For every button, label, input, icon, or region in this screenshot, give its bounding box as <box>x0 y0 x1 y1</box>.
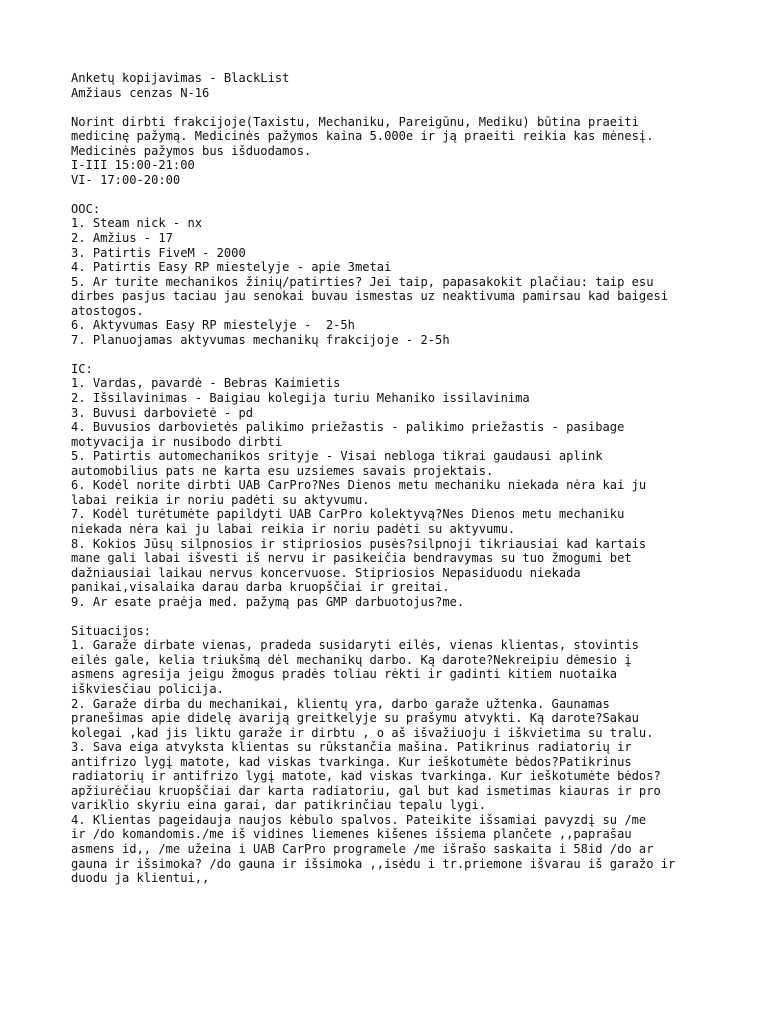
text-line: 7. Planuojamas aktyvumas mechanikų frakcijoje - 2-5h <box>71 332 450 347</box>
text-line: 9. Ar esate praėja med. pažymą pas GMP darbuotojus?me. <box>71 594 465 609</box>
section-heading-ooc: OOC: <box>71 201 101 216</box>
text-line: 3. Patirtis FiveM - 2000 <box>71 245 246 260</box>
text-line: mane gali labai išvesti iš nervu ir pasikeičia bendravymas su tuo žmogumi bet <box>71 551 632 566</box>
text-line: 4. Klientas pageidauja naujos kėbulo spalvos. Pateikite išsamiai pavyzdį su /me <box>71 812 647 827</box>
text-line: panikai,visalaika darau darba kruopščiai ir greitai. <box>71 580 450 595</box>
ic-section <box>71 362 748 609</box>
text-line: asmens agresija jeigu žmogus pradės toliau rėkti ir gadinti kitiem nuotaika <box>71 667 618 682</box>
text-line: 3. Buvusi darbovietė - pd <box>71 405 254 420</box>
text-line: 2. Išsilavinimas - Baigiau kolegija turiu Mehaniko issilavinima <box>71 391 530 406</box>
text-line: asmens id,, /me užeina i UAB CarPro programele /me išrašo saskaita i 58id /do ar <box>71 841 654 856</box>
text-line: kolegai ,kad jis liktu garaže ir dirbtu , o aš išvažiuoju i iškvietima su tralu. <box>71 725 654 740</box>
text-line: Medicinės pažymos bus išduodamos. <box>71 143 312 158</box>
text-line: 4. Patirtis Easy RP miestelyje - apie 3metai <box>71 260 392 275</box>
text-line: 7. Kodėl turėtumėte papildyti UAB CarPro kolektyvą?Nes Dienos metu mechaniku <box>71 507 625 522</box>
text-line: variklio skyriu eina garai, dar patikrinčiau tepalu lygi. <box>71 798 487 813</box>
age-requirement: Amžiaus cenzas N-16 <box>71 85 210 100</box>
section-heading-situations: Situacijos: <box>71 623 152 638</box>
schedule-line: I-III 15:00-21:00 <box>71 158 195 173</box>
text-line: 6. Aktyvumas Easy RP miestelyje - 2-5h <box>71 318 355 333</box>
text-line: 1. Garaže dirbate vienas, pradeda susidaryti eilės, vienas klientas, stovintis <box>71 638 639 653</box>
ooc-section <box>71 202 748 347</box>
text-line: pranešimas apie didelę avariją greitkelyje su prašymu atvykti. Ką darote?Sakau <box>71 711 639 726</box>
document-title: Anketų kopijavimas - BlackList <box>71 71 290 85</box>
text-line: motyvacija ir nusibodo dirbti <box>71 434 283 449</box>
text-line: dažniausiai laikau nervus koncervuose. Stipriosios Nepasiduodu niekada <box>71 565 581 580</box>
situations-section <box>71 624 748 886</box>
text-line: atostogos. <box>71 303 144 318</box>
text-line: labai reikia ir noriu padėti su aktyvumu. <box>71 492 370 507</box>
schedule-line: VI- 17:00-20:00 <box>71 172 181 187</box>
text-line: 8. Kokios Jūsų silpnosios ir stipriosios pusės?silpnoji tikriausiai kad kartais <box>71 536 647 551</box>
text-line: 1. Vardas, pavardė - Bebras Kaimietis <box>71 376 341 391</box>
text-line: eilės gale, kelia triukšmą dėl mechanikų darbo. Ką darote?Nekreipiu dėmesio į <box>71 652 632 667</box>
text-line: 2. Garaže dirba du mechanikai, klientų yra, darbo garaže užtenka. Gaunamas <box>71 696 610 711</box>
text-line: 5. Ar turite mechanikos žinių/patirties? Jei taip, papasakokit plačiau: taip esu <box>71 274 654 289</box>
text-line: medicinę pažymą. Medicinės pažymos kaina 5.000e ir ją praeiti reikia kas mėnesį. <box>71 129 654 144</box>
text-line: ir /do komandomis./me iš vidines liemenes kišenes išsiema plančete ,,paprašau <box>71 827 632 842</box>
spacer <box>71 347 748 362</box>
text-line: gauna ir išsimoka? /do gauna ir išsimoka ,,isėdu i tr.priemone išvarau iš garažo ir <box>71 856 676 871</box>
spacer <box>71 187 748 202</box>
text-line: 6. Kodėl norite dirbti UAB CarPro?Nes Dienos metu mechaniku niekada nėra kai ju <box>71 478 647 493</box>
text-line: 4. Buvusios darbovietės palikimo priežastis - palikimo priežastis - pasibage <box>71 420 625 435</box>
text-line: antifrizo lygį matote, kad viskas tvarkinga. Kur ieškotumėte bėdos?Patikrinus <box>71 754 632 769</box>
text-line: apžiurėčiau kruopščiai dar karta radiatoriu, gal but kad ismetimas kiauras ir pro <box>71 783 661 798</box>
text-line: 5. Patirtis automechanikos srityje - Visai nebloga tikrai gaudausi aplink <box>71 449 603 464</box>
text-line: duodu ja klientui,, <box>71 871 210 886</box>
section-heading-ic: IC: <box>71 361 93 376</box>
header-section <box>71 71 748 100</box>
intro-section <box>71 115 748 188</box>
spacer <box>71 100 748 115</box>
spacer <box>71 609 748 624</box>
text-line: iškviesčiau policija. <box>71 681 224 696</box>
text-line: 3. Sava eiga atvyksta klientas su rūkstančia mašina. Patikrinus radiatorių ir <box>71 740 632 755</box>
text-line: Norint dirbti frakcijoje(Taxistu, Mechaniku, Pareigūnu, Mediku) būtina praeiti <box>71 114 639 129</box>
text-line: niekada nėra kai ju labai reikia ir noriu padėti su aktyvumu. <box>71 521 516 536</box>
text-line: automobilius pats ne karta esu uzsiemes savais projektais. <box>71 463 494 478</box>
text-line: 1. Steam nick - nx <box>71 216 203 231</box>
text-line: radiatorių ir antifrizo lygį matote, kad viskas tvarkinga. Kur ieškotumėte bėdos? <box>71 769 661 784</box>
text-line: dirbes pasjus taciau jau senokai buvau ismestas uz neaktivuma pamirsau kad baigesi <box>71 289 669 304</box>
text-line: 2. Amžius - 17 <box>71 231 173 246</box>
